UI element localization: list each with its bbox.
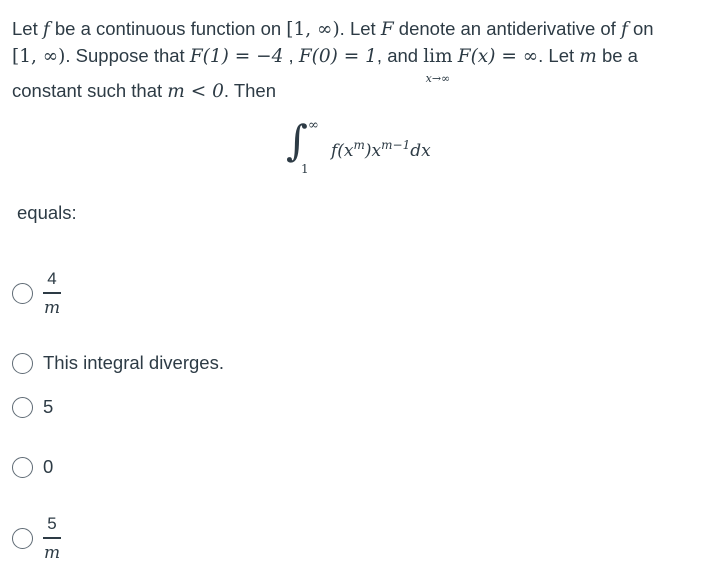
answer-option-4-over-m[interactable] bbox=[12, 270, 61, 317]
fraction-denominator: m bbox=[43, 297, 61, 318]
fraction-numerator: 4 bbox=[47, 269, 57, 288]
math-interval: [1, ∞) bbox=[12, 46, 66, 67]
math-inequality: m < 0 bbox=[167, 81, 224, 102]
math-condition-2: F(0) = 1 bbox=[298, 46, 377, 67]
fraction-numerator: 5 bbox=[47, 514, 57, 533]
radio-button[interactable] bbox=[12, 353, 33, 374]
radio-button[interactable] bbox=[12, 283, 33, 304]
answer-option-5[interactable] bbox=[12, 396, 53, 418]
text-segment: . Let bbox=[339, 18, 381, 39]
text-segment: constant such that bbox=[12, 80, 168, 101]
integrand-part: f(x bbox=[331, 141, 354, 161]
answer-option-diverges[interactable] bbox=[12, 352, 224, 374]
radio-button[interactable] bbox=[12, 528, 33, 549]
text-segment: be a continuous function on bbox=[49, 18, 287, 39]
integrand-exponent: m bbox=[353, 138, 365, 152]
option-label: 0 bbox=[43, 456, 54, 477]
text-segment: . Let bbox=[538, 45, 580, 66]
integrand-part: )x bbox=[364, 141, 382, 161]
limit-subscript: x→∞ bbox=[425, 72, 451, 85]
text-segment: Let bbox=[12, 18, 43, 39]
text-segment: be a bbox=[596, 45, 638, 66]
text-segment: , and bbox=[376, 45, 424, 66]
math-f: f bbox=[620, 19, 628, 40]
math-F: F bbox=[380, 19, 394, 40]
option-label: 5 bbox=[43, 396, 54, 417]
text-segment: , bbox=[283, 45, 299, 66]
integral-expression bbox=[286, 118, 506, 182]
limit-operator bbox=[423, 42, 453, 85]
math-condition-1: F(1) = −4 bbox=[189, 46, 284, 67]
text-segment: denote an antiderivative of bbox=[393, 18, 621, 39]
fraction bbox=[43, 270, 61, 317]
text-segment: . Suppose that bbox=[65, 45, 190, 66]
math-m: m bbox=[579, 46, 597, 67]
fraction-denominator: m bbox=[43, 542, 61, 563]
integrand-part: dx bbox=[410, 141, 431, 161]
integral-sign: ∫ bbox=[286, 116, 308, 165]
math-f: f bbox=[42, 19, 50, 40]
integral-lower-limit: 1 bbox=[301, 162, 309, 176]
fraction bbox=[43, 515, 61, 562]
radio-button[interactable] bbox=[12, 397, 33, 418]
integral-upper-limit: ∞ bbox=[308, 118, 319, 133]
math-interval: [1, ∞) bbox=[286, 19, 340, 40]
answer-option-5-over-m[interactable] bbox=[12, 515, 61, 562]
option-label: This integral diverges. bbox=[43, 352, 224, 373]
integrand bbox=[331, 138, 431, 161]
equals-label: equals: bbox=[17, 202, 77, 223]
limit-word: lim bbox=[423, 46, 453, 67]
answer-option-0[interactable] bbox=[12, 456, 53, 478]
text-segment: on bbox=[627, 18, 654, 39]
text-segment: . Then bbox=[223, 80, 276, 101]
integrand-exponent: m−1 bbox=[381, 138, 411, 152]
radio-button[interactable] bbox=[12, 457, 33, 478]
question-line-2 bbox=[12, 41, 638, 85]
math-limit-expression: F(x) = ∞ bbox=[457, 46, 539, 67]
question-line-3 bbox=[12, 76, 276, 107]
